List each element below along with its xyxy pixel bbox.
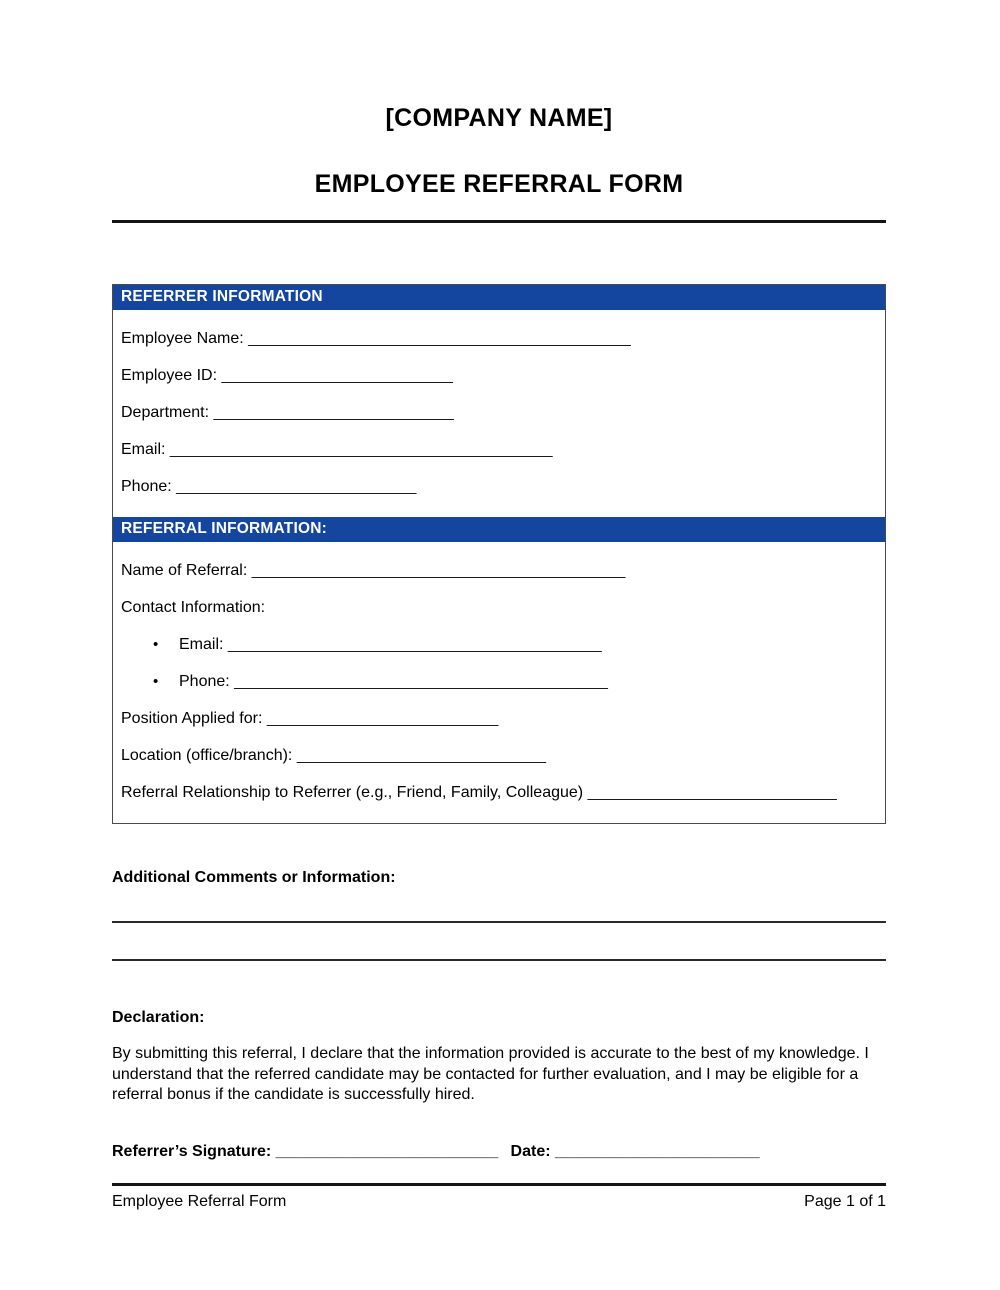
company-name-title: [COMPANY NAME] [385, 104, 613, 132]
field-department [121, 404, 877, 422]
field-contact-information [121, 599, 877, 617]
field-employee-id [121, 367, 877, 385]
bullet-icon: • [153, 673, 159, 690]
field-label: Employee ID: [121, 367, 218, 384]
referral-section-fields [113, 542, 885, 823]
field-label: Contact Information: [121, 599, 266, 616]
fill-in-line: __________________________________________ [251, 562, 626, 579]
field-location [121, 747, 877, 765]
date-line: _______________________ [555, 1142, 760, 1160]
fill-in-line: ___________________________________________ [169, 441, 553, 458]
field-label: Name of Referral: [121, 562, 248, 579]
field-label: Phone: [121, 478, 172, 495]
fill-in-line: __________________________ [221, 367, 453, 384]
field-label: Referral Relationship to Referrer (e.g., Friend, Family, Colleague) [121, 784, 584, 801]
referrer-section-header: REFERRER INFORMATION [113, 285, 885, 310]
fill-in-line: ____________________________ [587, 784, 837, 801]
field-label: Phone: [179, 673, 230, 690]
footer-page-number: Page 1 of 1 [804, 1193, 886, 1210]
field-employee-name [121, 330, 877, 348]
field-label: Employee Name: [121, 330, 244, 347]
form-table [112, 284, 886, 824]
field-referral-relationship [121, 784, 877, 802]
comments-blank-line-1 [112, 887, 886, 923]
fill-in-line: __________________________ [266, 710, 499, 727]
fill-in-line: __________________________________________ [234, 673, 608, 690]
field-label: Email: [121, 441, 166, 458]
bullet-icon: • [153, 636, 159, 653]
additional-comments-heading: Additional Comments or Information: [112, 869, 396, 886]
comments-blank-line-2 [112, 923, 886, 961]
field-referrer-phone [121, 478, 877, 496]
title-divider [112, 220, 886, 223]
field-label: Location (office/branch): [121, 747, 293, 764]
field-name-of-referral [121, 562, 877, 580]
form-title: EMPLOYEE REFERRAL FORM [314, 170, 684, 198]
field-referral-email [153, 636, 877, 654]
field-position-applied-for [121, 710, 877, 728]
fill-in-line: ___________________________________________ [248, 330, 631, 347]
declaration-heading: Declaration: [112, 1009, 205, 1026]
signature-row [112, 1143, 886, 1161]
referrer-section-fields [113, 310, 885, 517]
referral-section-header: REFERRAL INFORMATION: [113, 517, 885, 542]
field-label: Department: [121, 404, 210, 421]
signature-label: Referrer’s Signature: [112, 1142, 272, 1160]
fill-in-line: ___________________________ [213, 404, 454, 421]
field-referral-phone [153, 673, 877, 691]
fill-in-line: ___________________________ [176, 478, 417, 495]
date-label: Date: [510, 1142, 551, 1160]
signature-line: _________________________ [275, 1142, 499, 1160]
page-footer [112, 1183, 886, 1211]
field-label: Email: [179, 636, 224, 653]
fill-in-line: __________________________________________ [227, 636, 602, 653]
field-referrer-email [121, 441, 877, 459]
field-label: Position Applied for: [121, 710, 263, 727]
footer-document-name: Employee Referral Form [112, 1193, 287, 1210]
fill-in-line: ____________________________ [296, 747, 546, 764]
declaration-text: By submitting this referral, I declare that the information provided is accurate to the best of my knowledge. I understand that the referred candidate may be contacted for further evaluation, and I may be eligible for a referral bonus if the candidate is successfully hired. [112, 1045, 869, 1103]
